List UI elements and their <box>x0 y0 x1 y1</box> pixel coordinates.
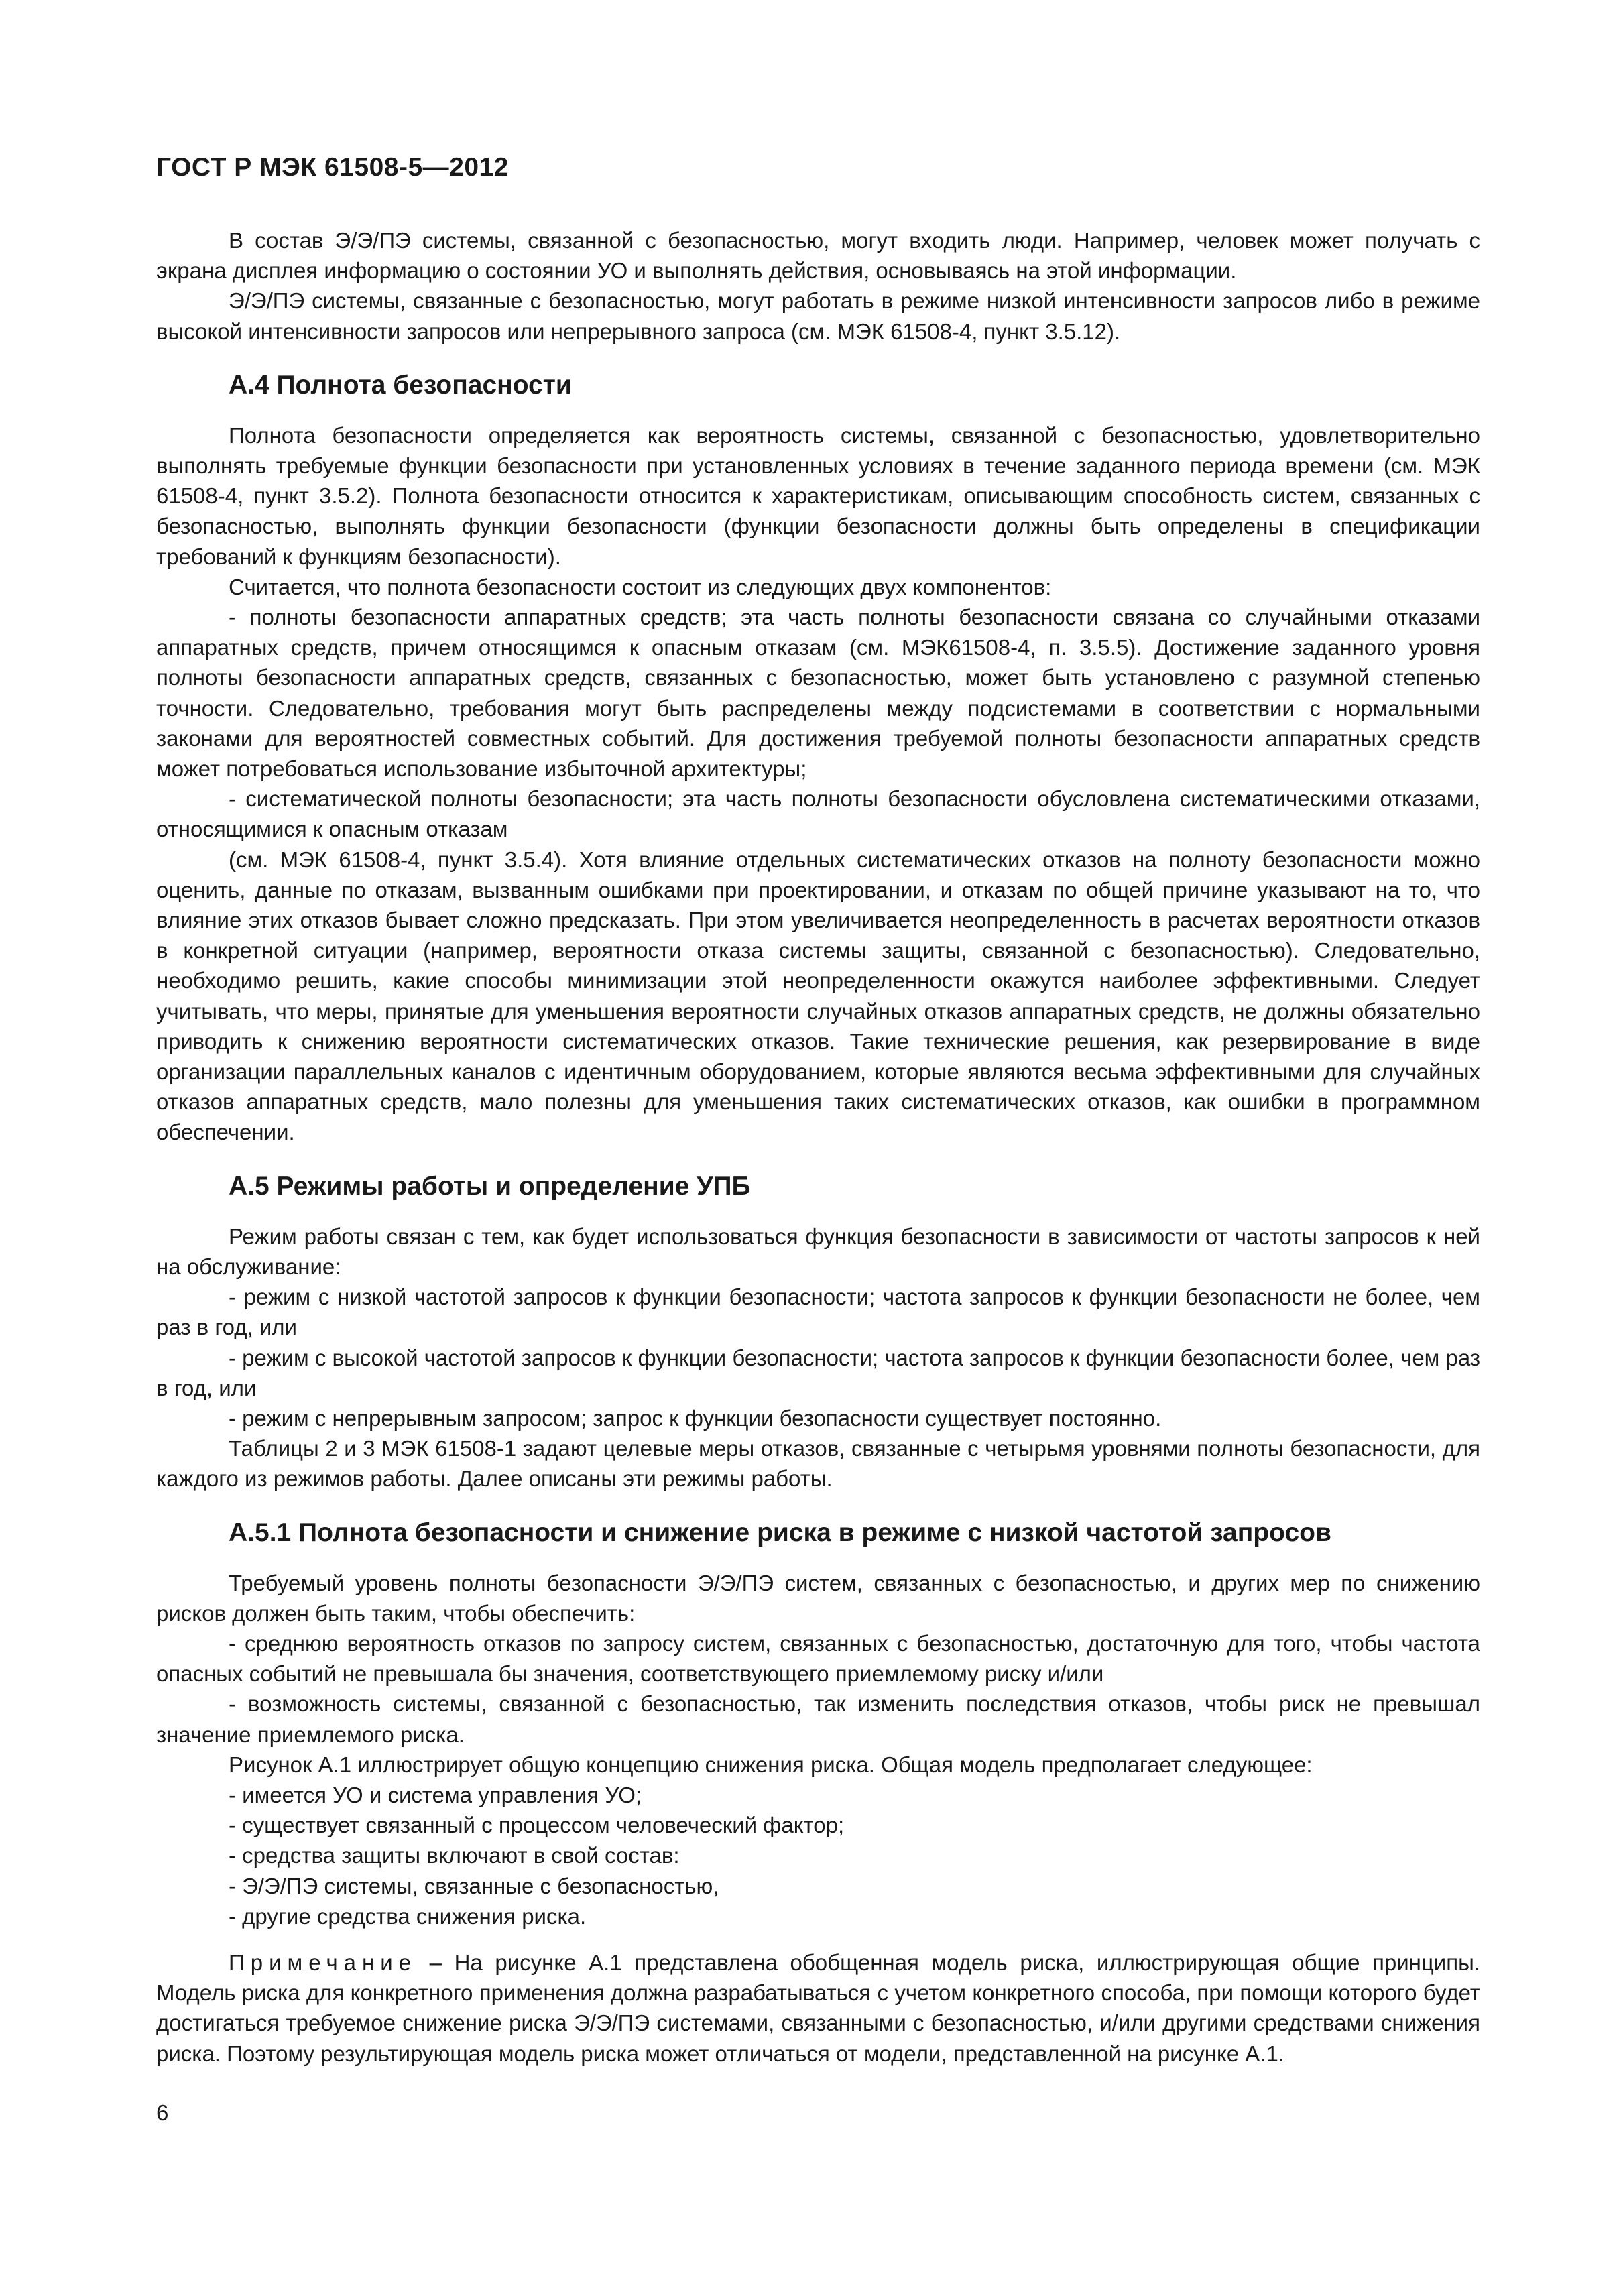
section-a4-paragraph-2: Считается, что полнота безопасности состоит из следующих двух компонентов: <box>229 574 1052 599</box>
section-a5-heading: А.5 Режимы работы и определение УПБ <box>229 1171 751 1201</box>
note-paragraph <box>156 1947 1480 2069</box>
section-a4-paragraph-4: - систематической полноты безопасности; эта часть полноты безопасности обусловлена систематическими отказами, относящимися к опасным отказам <box>156 786 1480 842</box>
section-a4-paragraph-3: - полноты безопасности аппаратных средств; эта часть полноты безопасности связана со случайными отказами аппаратных средств, причем относящимся к опасным отказам (см. МЭК61508-4, п. 3.5.5). Достижение заданного уровня полноты безопасности аппаратных средств, связанных с безопасностью, может быть установлено с разумной степенью точности. Следовательно, требования могут быть распределены между подсистемами в соответствии с нормальными законами для вероятностей совместных событий. Для достижения требуемой полноты безопасности аппаратных средств может потребоваться использование избыточной архитектуры; <box>156 605 1480 782</box>
list-item: - средства защиты включают в свой состав: <box>229 1843 680 1868</box>
section-a51-paragraph-1: Требуемый уровень полноты безопасности Э/Э/ПЭ систем, связанных с безопасностью, и других мер по снижению рисков должен быть таким, чтобы обеспечить: <box>156 1570 1480 1626</box>
section-a51-paragraph-3: - возможность системы, связанной с безопасностью, так изменить последствия отказов, чтобы риск не превышал значение приемлемого риска. <box>156 1691 1480 1747</box>
list-item: - Э/Э/ПЭ системы, связанные с безопасностью, <box>229 1873 719 1898</box>
section-a5-paragraph-4: - режим с непрерывным запросом; запрос к функции безопасности существует постоянно. <box>229 1405 1162 1431</box>
list-item: - имеется УО и система управления УО; <box>229 1782 642 1807</box>
section-a51-paragraph-2: - среднюю вероятность отказов по запросу систем, связанных с безопасностью, достаточную для того, чтобы частота опасных событий не превышала бы значения, соответствующего приемлемому риску и/или <box>156 1630 1480 1687</box>
section-a5-paragraph-3: - режим с высокой частотой запросов к функции безопасности; частота запросов к функции безопасности более, чем раз в год, или <box>156 1345 1480 1400</box>
section-a4-heading: А.4 Полнота безопасности <box>229 370 572 400</box>
list-item: - другие средства снижения риска. <box>229 1903 587 1929</box>
page-number: 6 <box>156 2100 169 2125</box>
intro-paragraph-1: В состав Э/Э/ПЭ системы, связанной с безопасностью, могут входить люди. Например, человек может получать с экрана дисплея информацию о состоянии УО и выполнять действия, основываясь на этой информации. <box>156 228 1480 284</box>
list-item: - существует связанный с процессом человеческий фактор; <box>229 1813 845 1838</box>
section-a51-paragraph-4: Рисунок А.1 иллюстрирует общую концепцию снижения риска. Общая модель предполагает следующее: <box>229 1752 1313 1777</box>
note-dash: – <box>429 1949 442 1975</box>
intro-paragraph-2: Э/Э/ПЭ системы, связанные с безопасностью, могут работать в режиме низкой интенсивности запросов либо в режиме высокой интенсивности запросов или непрерывного запроса (см. МЭК 61508-4, пункт 3.5.12). <box>156 288 1480 344</box>
document-body <box>156 225 1480 2069</box>
section-a4-paragraph-5: (см. МЭК 61508-4, пункт 3.5.4). Хотя влияние отдельных систематических отказов на полноту безопасности можно оценить, данные по отказам, вызванным ошибками при проектировании, и отказам по общей причине указывают на то, что влияние этих отказов бывает сложно предсказать. При этом увеличивается неопределенность в расчетах вероятности отказов в конкретной ситуации (например, вероятности отказа системы защиты, связанной с безопасностью). Следовательно, необходимо решить, какие способы минимизации этой неопределенности окажутся наиболее эффективными. Следует учитывать, что меры, принятые для уменьшения вероятности случайных отказов аппаратных средств, не должны обязательно приводить к снижению вероятности систематических отказов. Такие технические решения, как резервирование в виде организации параллельных каналов с идентичным оборудованием, которые являются весьма эффективными для случайных отказов аппаратных средств, мало полезны для уменьшения таких систематических отказов, как ошибки в программном обеспечении. <box>156 847 1480 1145</box>
section-a5-paragraph-2: - режим с низкой частотой запросов к функции безопасности; частота запросов к функции безопасности не более, чем раз в год, или <box>156 1284 1480 1340</box>
section-a5-paragraph-1: Режим работы связан с тем, как будет использоваться функция безопасности в зависимости от частоты запросов к ней на обслуживание: <box>156 1223 1480 1279</box>
standard-header: ГОСТ Р МЭК 61508-5—2012 <box>156 153 509 182</box>
section-a5-paragraph-5: Таблицы 2 и 3 МЭК 61508-1 задают целевые меры отказов, связанные с четырьмя уровнями полноты безопасности, для каждого из режимов работы. Далее описаны эти режимы работы. <box>156 1436 1480 1492</box>
note-label: Примечание <box>229 1949 418 1975</box>
section-a4-paragraph-1: Полнота безопасности определяется как вероятность системы, связанной с безопасностью, удовлетворительно выполнять требуемые функции безопасности при установленных условиях в течение заданного периода времени (см. МЭК 61508-4, пункт 3.5.2). Полнота безопасности относится к характеристикам, описывающим способность систем, связанных с безопасностью, выполнять функции безопасности (функции безопасности должны быть определены в спецификации требований к функциям безопасности). <box>156 422 1480 569</box>
section-a51-heading: А.5.1 Полнота безопасности и снижение риска в режиме с низкой частотой запросов <box>229 1518 1331 1547</box>
note-text: На рисунке А.1 представлена обобщенная модель риска, иллюстрирующая общие принципы. Модель риска для конкретного применения должна разрабатываться с учетом конкретного способа, при помощи которого будет достигаться требуемое снижение риска Э/Э/ПЭ системами, связанными с безопасностью, и/или другими средствами снижения риска. Поэтому результирующая модель риска может отличаться от модели, представленной на рисунке А.1. <box>156 1949 1480 2066</box>
